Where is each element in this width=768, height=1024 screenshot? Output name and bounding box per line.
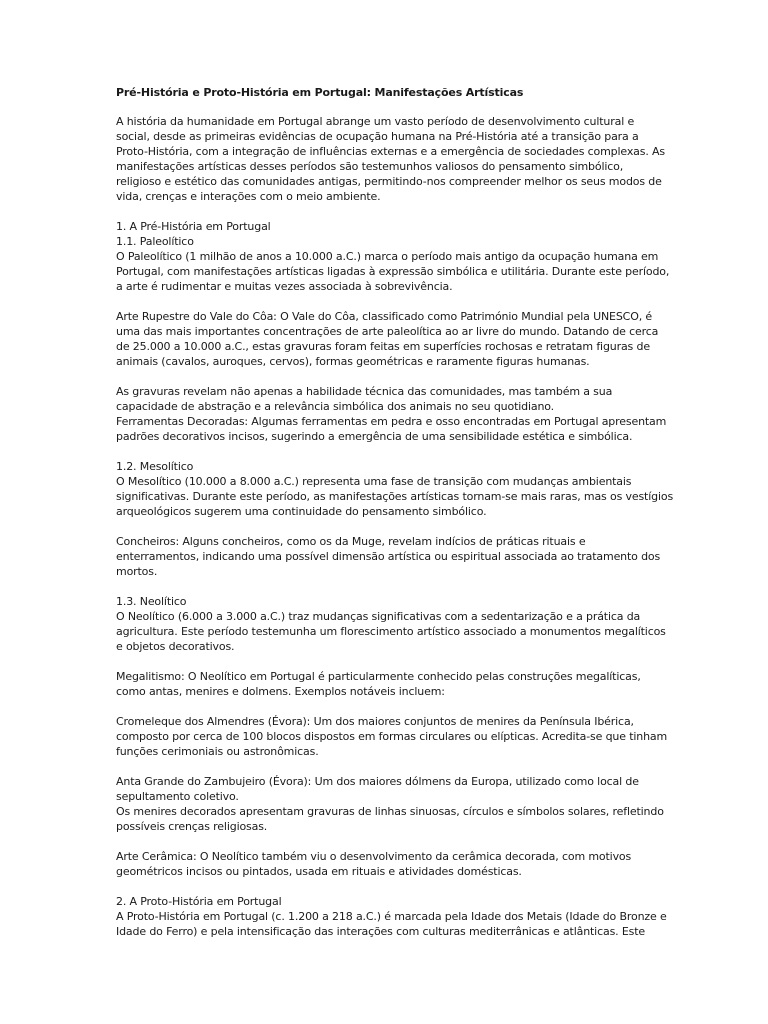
text-line: a arte é rudimentar e muitas vezes associada à sobrevivência. <box>116 280 453 293</box>
text-line: Arte Cerâmica: O Neolítico também viu o desenvolvimento da cerâmica decorada, com motivos <box>116 850 632 863</box>
text-line: arqueológicos sugerem uma continuidade do pensamento simbólico. <box>116 505 487 518</box>
text-line: composto por cerca de 100 blocos dispostos em formas circulares ou elípticas. Acredita-se que tinham <box>116 730 668 743</box>
paragraph <box>116 534 661 579</box>
document-body <box>116 114 674 939</box>
paragraph <box>116 849 656 879</box>
text-line: geométricos incisos ou pintados, usada em rituais e atividades domésticas. <box>116 865 522 878</box>
text-line: significativas. Durante este período, as manifestações artísticas tornam-se mais raras, mas os vestígios <box>116 490 674 503</box>
text-line: 1.2. Mesolítico <box>116 460 194 473</box>
text-line: A Proto-História em Portugal (c. 1.200 a 218 a.C.) é marcada pela Idade dos Metais (Idade do Bronze e <box>116 910 667 923</box>
text-line: Anta Grande do Zambujeiro (Évora): Um dos maiores dólmens da Europa, utilizado como local de <box>116 775 639 788</box>
text-line: Concheiros: Alguns concheiros, como os da Muge, revelam indícios de práticas rituais e <box>116 535 586 548</box>
text-line: Megalitismo: O Neolítico em Portugal é particularmente conhecido pelas construções megalíticas, <box>116 670 641 683</box>
text-line: de 25.000 a 10.000 a.C., estas gravuras foram feitas em superfícies rochosas e retratam figuras de <box>116 340 650 353</box>
text-line: social, desde as primeiras evidências de ocupação humana na Pré-História até a transição para a <box>116 130 639 143</box>
text-line: As gravuras revelam não apenas a habilidade técnica das comunidades, mas também a sua <box>116 385 613 398</box>
text-line: 1.1. Paleolítico <box>116 235 194 248</box>
text-line: possíveis crenças religiosas. <box>116 820 268 833</box>
text-line: funções cerimoniais ou astronômicas. <box>116 745 319 758</box>
paragraph <box>116 894 667 939</box>
text-line: O Mesolítico (10.000 a 8.000 a.C.) representa uma fase de transição com mudanças ambientais <box>116 475 632 488</box>
paragraph <box>116 309 659 369</box>
text-line: capacidade de abstração e a relevância simbólica dos animais no seu quotidiano. <box>116 400 555 413</box>
text-line: uma das mais importantes concentrações de arte paleolítica ao ar livre do mundo. Datando de cerca <box>116 325 659 338</box>
text-line: O Paleolítico (1 milhão de anos a 10.000 a.C.) marca o período mais antigo da ocupação humana em <box>116 250 659 263</box>
paragraph <box>116 594 666 654</box>
paragraph <box>116 714 668 759</box>
text-line: padrões decorativos incisos, sugerindo a emergência de uma sensibilidade estética e simbólica. <box>116 430 633 443</box>
text-line: religioso e estético das comunidades antigas, permitindo-nos compreender melhor os seus modos de <box>116 175 662 188</box>
text-line: O Neolítico (6.000 a 3.000 a.C.) traz mudanças significativas com a sedentarização e a prática da <box>116 610 641 623</box>
text-line: sepultamento coletivo. <box>116 790 239 803</box>
text-line: vida, crenças e interações com o meio ambiente. <box>116 190 381 203</box>
text-line: agricultura. Este período testemunha um florescimento artístico associado a monumentos megalíticos <box>116 625 666 638</box>
text-line: animais (cavalos, auroques, cervos), formas geométricas e raramente figuras humanas. <box>116 355 590 368</box>
text-line: Arte Rupestre do Vale do Côa: O Vale do Côa, classificado como Património Mundial pela UNESCO, é <box>116 310 653 323</box>
text-line: Portugal, com manifestações artísticas ligadas à expressão simbólica e utilitária. Durante este período, <box>116 265 670 278</box>
text-line: 1. A Pré-História em Portugal <box>116 220 271 233</box>
text-line: Proto-História, com a integração de influências externas e a emergência de sociedades complexas. As <box>116 145 666 158</box>
document-page <box>116 85 674 954</box>
text-line: Idade do Ferro) e pela intensificação das interações com culturas mediterrânicas e atlânticas. Este <box>116 925 646 938</box>
paragraph <box>116 669 656 699</box>
text-line: A história da humanidade em Portugal abrange um vasto período de desenvolvimento cultural e <box>116 115 635 128</box>
paragraph <box>116 219 670 294</box>
text-line: manifestações artísticas desses períodos são testemunhos valiosos do pensamento simbólico, <box>116 160 624 173</box>
text-line: Cromeleque dos Almendres (Évora): Um dos maiores conjuntos de menires da Península Ibérica, <box>116 715 634 728</box>
paragraph <box>116 114 666 204</box>
text-line: como antas, menires e dolmens. Exemplos notáveis incluem: <box>116 685 445 698</box>
paragraph <box>116 384 667 444</box>
text-line: 2. A Proto-História em Portugal <box>116 895 282 908</box>
document-title: Pré-História e Proto-História em Portugal: Manifestações Artísticas <box>116 86 524 99</box>
text-line: e objetos decorativos. <box>116 640 235 653</box>
text-line: Os menires decorados apresentam gravuras de linhas sinuosas, círculos e símbolos solares, refletindo <box>116 805 664 818</box>
text-line: enterramentos, indicando uma possível dimensão artística ou espiritual associada ao tratamento dos <box>116 550 661 563</box>
paragraph <box>116 774 664 834</box>
text-line: 1.3. Neolítico <box>116 595 187 608</box>
text-line: mortos. <box>116 565 158 578</box>
text-line: Ferramentas Decoradas: Algumas ferramentas em pedra e osso encontradas em Portugal apresentam <box>116 415 667 428</box>
paragraph <box>116 459 674 519</box>
